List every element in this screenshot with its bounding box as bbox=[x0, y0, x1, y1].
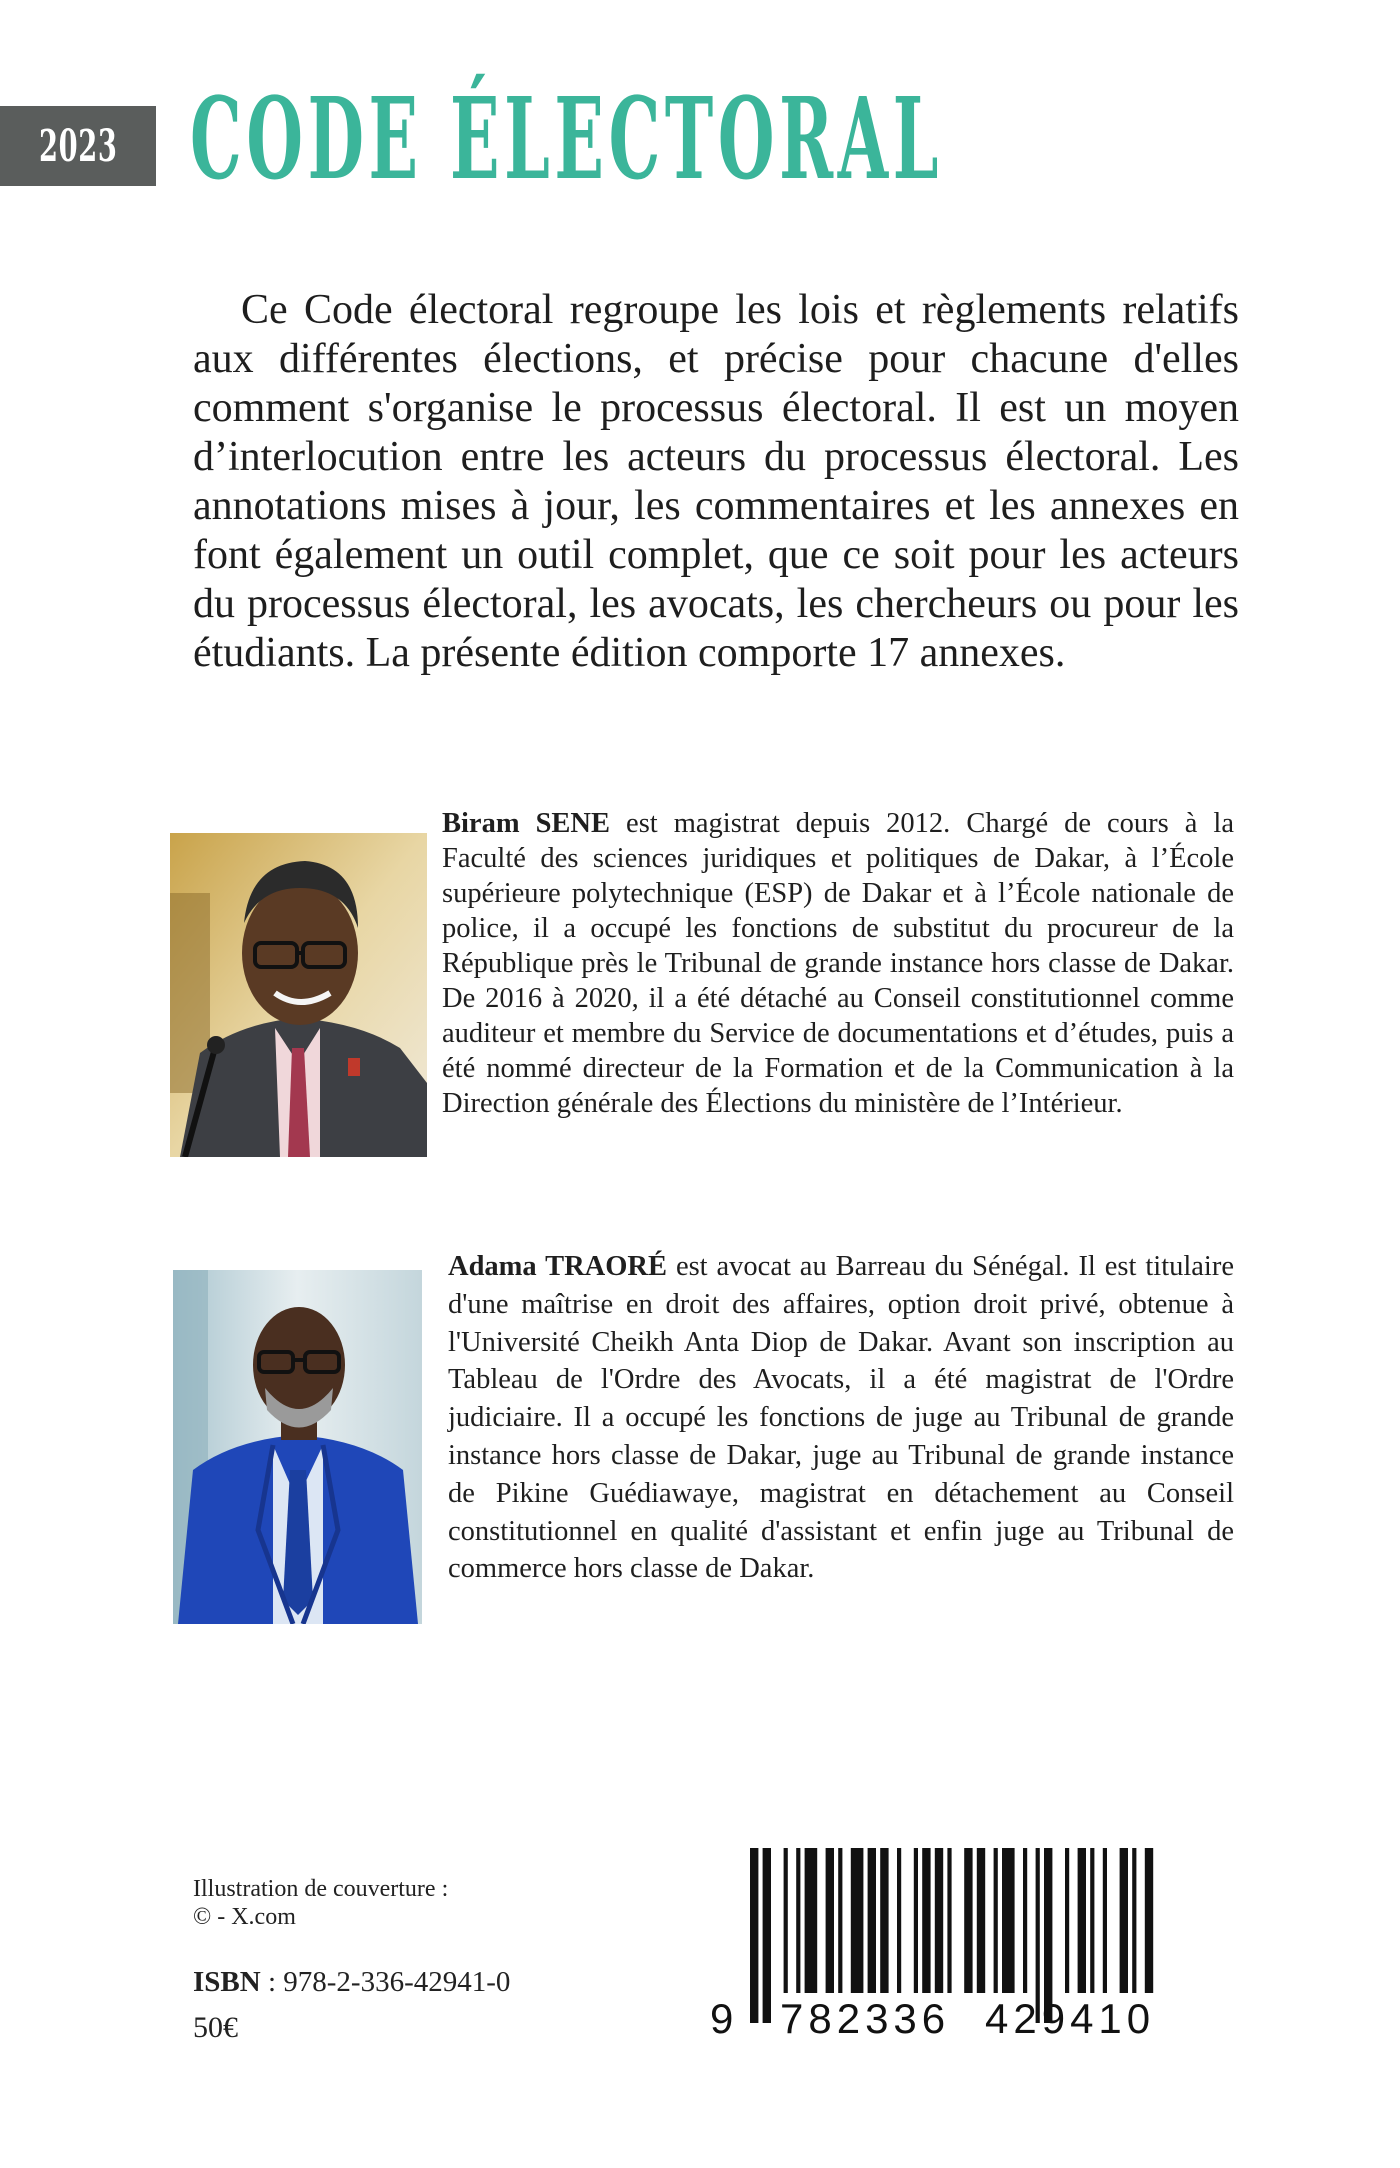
barcode-bar bbox=[868, 1848, 876, 1993]
barcode-bar bbox=[851, 1848, 864, 1993]
cover-credits-source: © - X.com bbox=[193, 1904, 296, 1930]
barcode-bar bbox=[784, 1848, 788, 1993]
barcode-bar bbox=[947, 1848, 951, 1993]
isbn bbox=[193, 1966, 510, 1999]
barcode-bar bbox=[1132, 1848, 1136, 1993]
price: 50€ bbox=[193, 2011, 238, 2044]
barcode-bar bbox=[750, 1848, 758, 2023]
barcode-bar bbox=[880, 1848, 888, 1993]
barcode-bar bbox=[1145, 1848, 1153, 1993]
barcode-bar bbox=[1120, 1848, 1128, 1993]
barcode-bar bbox=[763, 1848, 771, 2023]
barcode-bar bbox=[826, 1848, 834, 1993]
barcode-digits-group2: 429410 bbox=[985, 1995, 1156, 2042]
barcode-bar bbox=[994, 1848, 998, 1993]
author-photo-biram-sene bbox=[170, 833, 427, 1157]
author-bio-text: est avocat au Barreau du Sénégal. Il est titulaire d'une maîtrise en droit des affaires, option droit privé, obtenue à l'Université Cheikh Anta Diop de Dakar. Avant son inscription au Tableau de l'Ordre des Avocats, il a été magistrat de l'Ordre judiciaire. Il a occupé les fonctions de juge au Tribunal de grande instance hors classe de Dakar, juge au Tribunal de grande instance de Pikine Guédiawaye, magistrat en détachement au Conseil constitutionnel en qualité d'assistant et enfin juge au Tribunal de commerce hors classe de Dakar. bbox=[448, 1251, 1234, 1585]
barcode-bar bbox=[1078, 1848, 1086, 1993]
barcode-bar bbox=[1023, 1848, 1027, 1993]
blurb-text: Ce Code électoral regroupe les lois et règlements relatifs aux différentes élections, et précise pour chacune d'elles comment s'organise le processus électoral. Il est un moyen d’interlocution entre les acteurs du processus électoral. Les annotations mises à jour, les commentaires et les annexes en font également un outil complet, que ce soit pour les acteurs du processus électoral, les avocats, les chercheurs ou pour les étudiants. La présente édition comporte 17 annexes. bbox=[193, 287, 1239, 676]
author-bio-adama-traore bbox=[448, 1248, 1234, 1588]
cover-credits-label: Illustration de couverture : bbox=[193, 1876, 449, 1902]
barcode-bar bbox=[964, 1848, 972, 1993]
book-blurb bbox=[193, 286, 1239, 678]
cover-credits bbox=[193, 1875, 448, 1931]
barcode-bar bbox=[935, 1848, 943, 1993]
barcode-bar bbox=[914, 1848, 918, 1993]
isbn-label: ISBN bbox=[193, 1966, 261, 1998]
author-bio-biram-sene bbox=[442, 806, 1234, 1121]
year-badge bbox=[0, 106, 156, 186]
isbn-number: : 978-2-336-42941-0 bbox=[260, 1966, 511, 1998]
barcode-bar bbox=[1065, 1848, 1069, 1993]
barcode-bar bbox=[897, 1848, 901, 1993]
barcode-bar bbox=[796, 1848, 800, 1993]
year-label: 2023 bbox=[38, 120, 118, 172]
barcode-bar bbox=[1002, 1848, 1015, 1993]
barcode-bar bbox=[838, 1848, 842, 1993]
barcode-bar bbox=[1103, 1848, 1107, 1993]
barcode-bar bbox=[1090, 1848, 1094, 1993]
barcode-digit-lead: 9 bbox=[710, 1995, 739, 2042]
author-photo-adama-traore bbox=[173, 1270, 422, 1624]
author-name: Adama TRAORÉ bbox=[448, 1251, 668, 1282]
barcode-digits-group1: 782336 bbox=[780, 1995, 951, 2042]
author-name: Biram SENE bbox=[442, 808, 611, 839]
barcode-bar bbox=[977, 1848, 985, 1993]
barcode-bar bbox=[805, 1848, 818, 1993]
barcode-bar bbox=[922, 1848, 930, 1993]
author-bio-text: est magistrat depuis 2012. Chargé de cours à la Faculté des sciences juridiques et politiques de Dakar, à l’École supérieure polytechnique (ESP) de Dakar et à l’École nationale de police, il a occupé les fonctions de substitut du procureur de la République près le Tribunal de grande instance hors classe de Dakar. De 2016 à 2020, il a été détaché au Conseil constitutionnel comme auditeur et membre du Service de documentations et d’études, puis a été nommé directeur de la Formation et de la Communication à la Direction générale des Élections du ministère de l’Intérieur. bbox=[442, 808, 1234, 1119]
book-title: CODE ÉLECTORAL bbox=[190, 74, 944, 205]
